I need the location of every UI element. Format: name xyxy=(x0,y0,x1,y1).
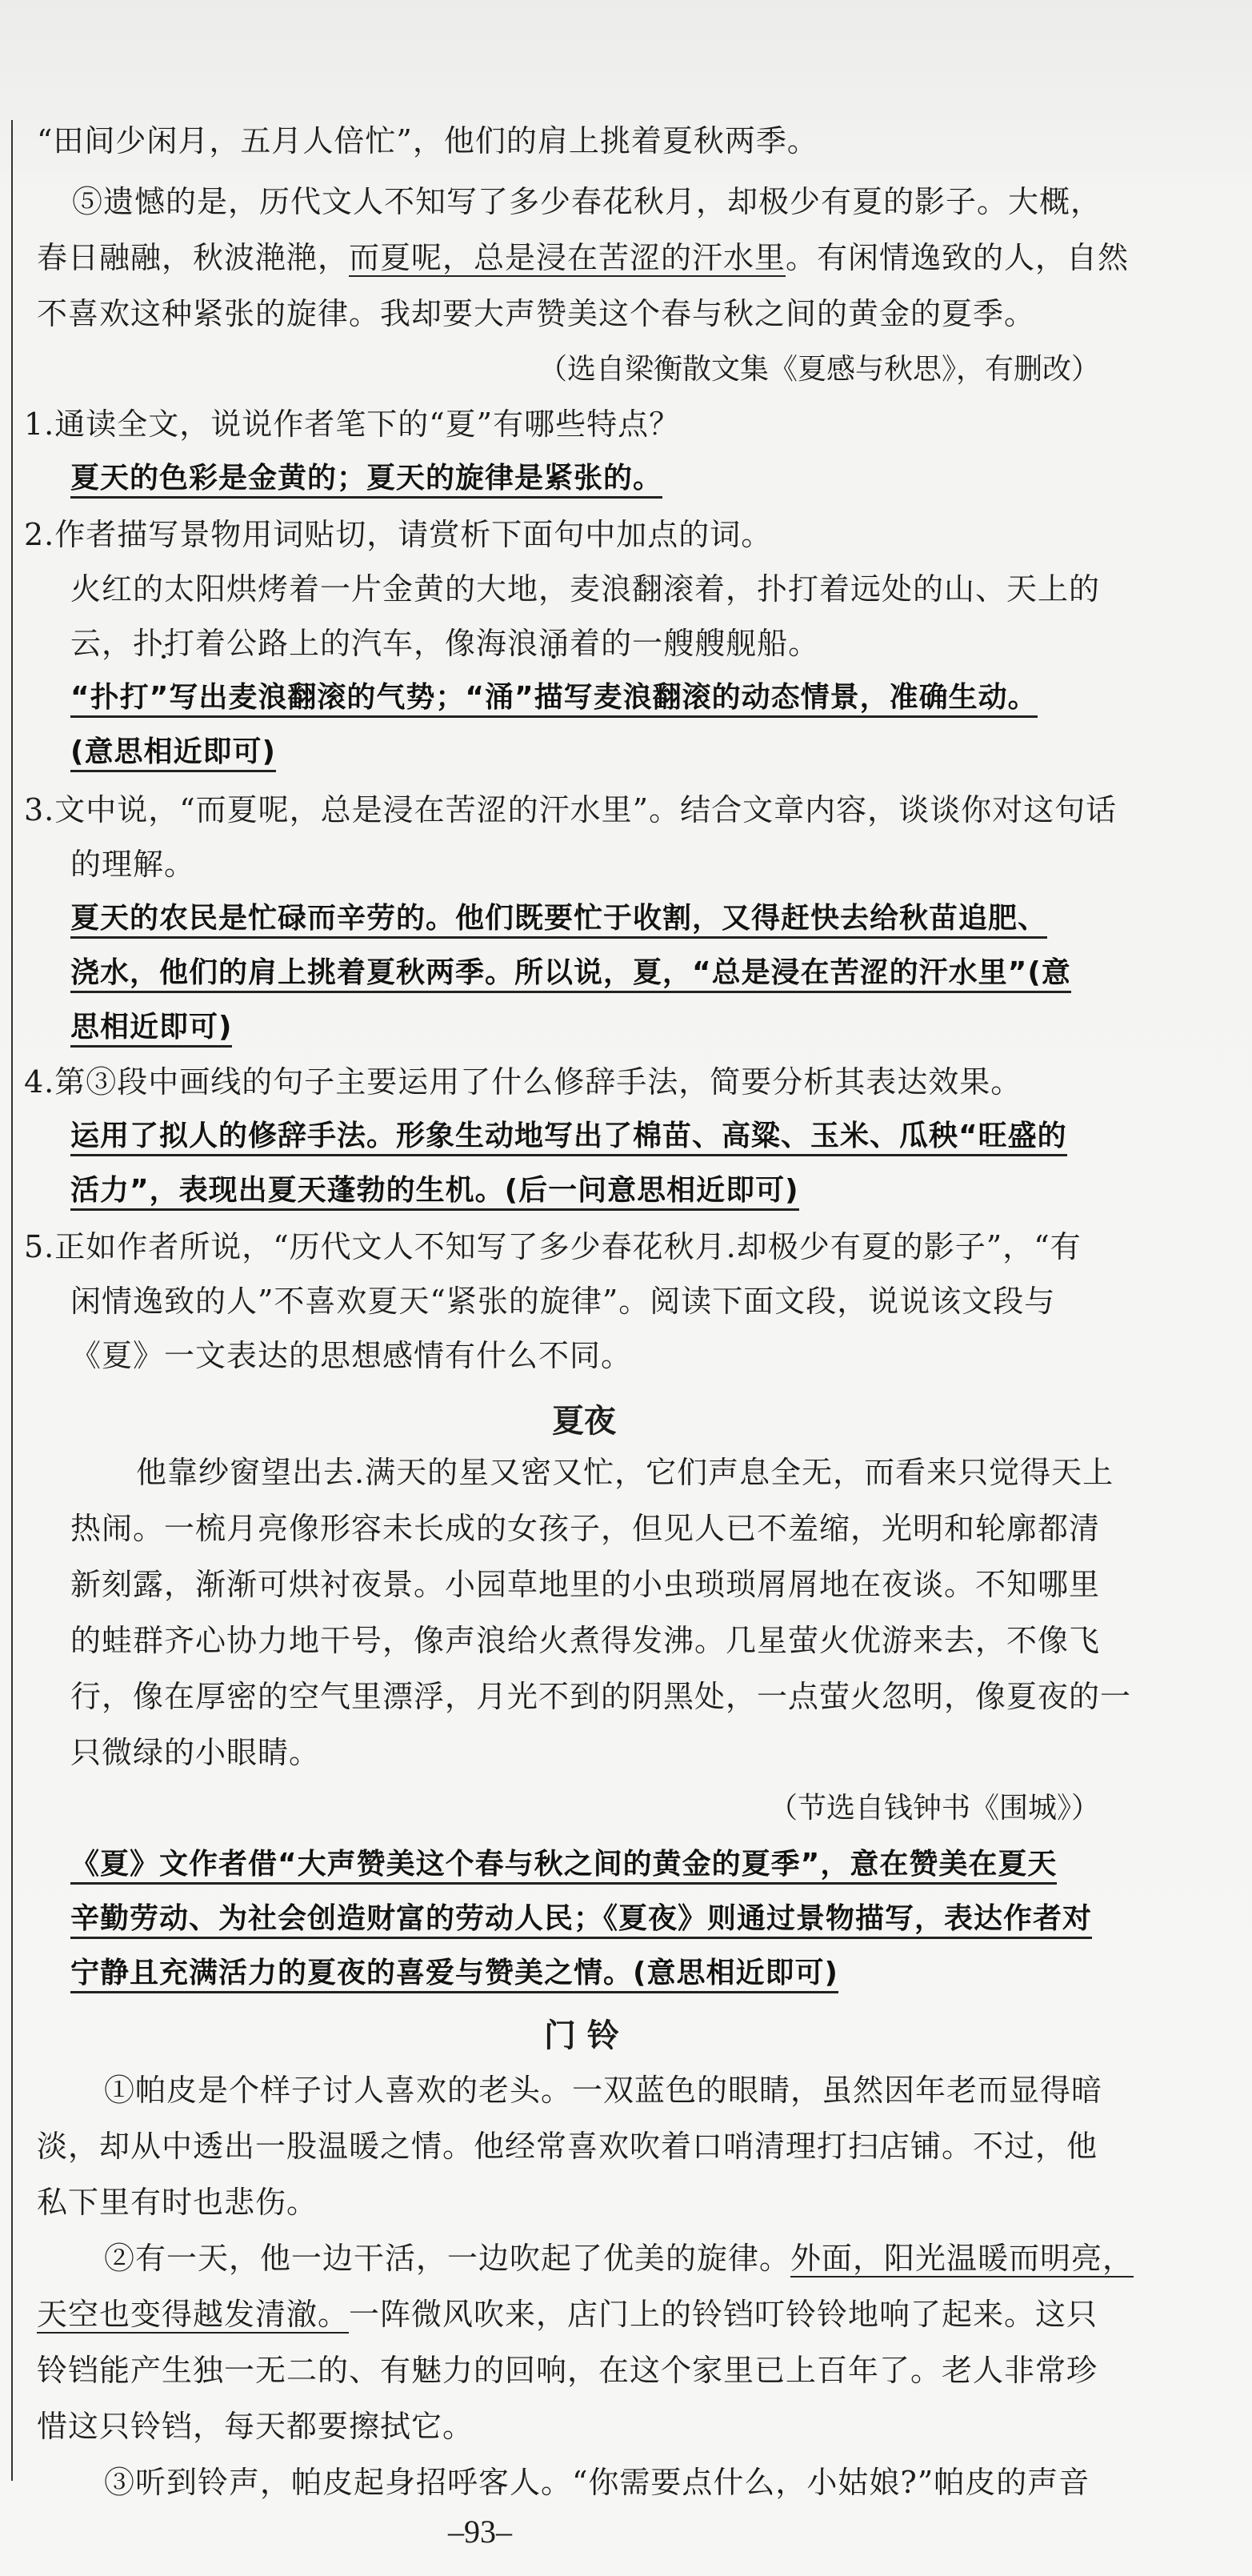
passage-line: ③听到铃声，帕皮起身招呼客人。“你需要点什么，小姑娘?”帕皮的声音 xyxy=(104,2465,1090,2500)
answer-5: 辛勤劳动、为社会创造财富的劳动人民；《夏夜》则通过景物描写，表达作者对 xyxy=(70,1898,1134,1940)
passage-title: 夏夜 xyxy=(552,1403,616,1440)
passage-line: 他靠纱窗望出去.满天的星又密又忙，它们声息全无，而看来只觉得天上 xyxy=(136,1455,1114,1490)
quoted-text: 云，扑打着公路上的汽车，像海浪涌着的一艘艘舰船。 xyxy=(70,626,820,661)
question-4: 4.第③段中画线的句子主要运用了什么修辞手法，简要分析其表达效果。 xyxy=(24,1064,1022,1100)
passage-line: 铃铛能产生独一无二的、有魅力的回响，在这个家里已上百年了。老人非常珍 xyxy=(37,2353,1098,2388)
text-line: 不喜欢这种紧张的旋律。我却要大声赞美这个春与秋之间的黄金的夏季。 xyxy=(37,296,1036,331)
source-citation: （选自梁衡散文集《夏感与秋思》，有删改） xyxy=(538,353,1100,386)
text-line: “田间少闲月，五月人倍忙”，他们的肩上挑着夏秋两季。 xyxy=(37,123,818,158)
question-3: 3.文中说，“而夏呢，总是浸在苦涩的汗水里”。结合文章内容，谈谈你对这句话 xyxy=(24,792,1118,827)
passage-line: 新刻露，渐渐可烘衬夜景。小园草地里的小虫琐琐屑屑地在夜谈。不知哪里 xyxy=(70,1567,1101,1602)
answer-5: 宁静且充满活力的夏夜的喜爱与赞美之情。(意思相近即可) xyxy=(70,1953,1134,1994)
passage-line: 只微绿的小眼睛。 xyxy=(70,1735,321,1770)
answer-1: 夏天的色彩是金黄的；夏天的旋律是紧张的。 xyxy=(70,458,1134,499)
question-3-cont: 的理解。 xyxy=(70,847,196,882)
underlined-sentence: 外面，阳光温暖而明亮， xyxy=(790,2241,1134,2276)
text-span: 。有闲情逸致的人，自然 xyxy=(786,240,1130,275)
passage-line: 的蛙群齐心协力地干号，像声浪给火煮得发沸。几星萤火优游来去，不像飞 xyxy=(70,1623,1101,1658)
question-1: 1.通读全文，说说作者笔下的“夏”有哪些特点？ xyxy=(24,407,681,442)
question-5-cont: 《夏》一文表达的思想感情有什么不同。 xyxy=(70,1338,633,1373)
passage-line: 天空也变得越发清澈。一阵微风吹来，店门上的铃铛叮铃铃地响了起来。这只 xyxy=(37,2297,1098,2332)
passage-line: 行，像在厚密的空气里漂浮，月光不到的阴黑处，一点萤火忽明，像夏夜的一 xyxy=(70,1679,1132,1714)
passage-line: 淡，却从中透出一股温暖之情。他经常喜欢吹着口哨清理打扫店铺。不过，他 xyxy=(37,2129,1098,2164)
answer-4: 运用了拟人的修辞手法。形象生动地写出了棉苗、高粱、玉米、瓜秧“旺盛的 xyxy=(70,1116,1134,1157)
page-number: –93– xyxy=(448,2514,512,2550)
answer-2-note: (意思相近即可) xyxy=(70,731,1134,773)
passage-line: ①帕皮是个样子讨人喜欢的老头。一双蓝色的眼睛，虽然因年老而显得暗 xyxy=(104,2073,1103,2108)
text-line: ⑤遗憾的是，历代文人不知写了多少春花秋月，却极少有夏的影子。大概， xyxy=(72,184,1102,219)
dotted-word: 涌 xyxy=(538,626,570,661)
source-citation: （节选自钱钟书《围城》） xyxy=(768,1792,1100,1825)
quoted-text: 火红的太阳烘烤着一片金黄的大地，麦浪翻滚着，扑打着远处的山、天上的 xyxy=(70,571,1101,607)
question-2: 2.作者描写景物用词贴切，请赏析下面句中加点的词。 xyxy=(24,517,773,552)
text-line xyxy=(37,237,1130,278)
dotted-word: 扑打 xyxy=(133,626,196,661)
question-5-cont: 闲情逸致的人”不喜欢夏天“紧张的旋律”。阅读下面文段，说说该文段与 xyxy=(70,1284,1056,1319)
answer-2: “扑打”写出麦浪翻滚的气势；“涌”描写麦浪翻滚的动态情景，准确生动。 xyxy=(70,677,1134,719)
passage-title: 门 铃 xyxy=(544,2017,619,2054)
question-5: 5.正如作者所说，“历代文人不知写了多少春花秋月.却极少有夏的影子”，“有 xyxy=(24,1229,1082,1264)
passage-line: ②有一天，他一边干活，一边吹起了优美的旋律。外面，阳光温暖而明亮， xyxy=(104,2241,1134,2276)
answer-3: 夏天的农民是忙碌而辛劳的。他们既要忙于收割，又得赶快去给秋苗追肥、 xyxy=(70,898,1134,939)
answer-4: 活力”，表现出夏天蓬勃的生机。(后一问意思相近即可) xyxy=(70,1170,1134,1212)
answer-3: 浇水，他们的肩上挑着夏秋两季。所以说，夏，“总是浸在苦涩的汗水里”(意 xyxy=(70,952,1134,994)
answer-3: 思相近即可) xyxy=(70,1007,1134,1048)
underlined-sentence: 天空也变得越发清澈。 xyxy=(37,2297,350,2332)
text-span: 春日融融，秋波滟滟， xyxy=(37,240,350,275)
margin-rule xyxy=(11,120,13,2481)
passage-line: 私下里有时也悲伤。 xyxy=(37,2185,318,2220)
passage-line: 惜这只铃铛，每天都要擦拭它。 xyxy=(37,2409,474,2444)
answer-5: 《夏》文作者借“大声赞美这个春与秋之间的黄金的夏季”，意在赞美在夏天 xyxy=(70,1844,1134,1885)
passage-line: 热闹。一梳月亮像形容未长成的女孩子，但见人已不羞缩，光明和轮廓都清 xyxy=(70,1511,1101,1546)
underlined-sentence: 而夏呢，总是浸在苦涩的汗水里 xyxy=(349,240,786,275)
